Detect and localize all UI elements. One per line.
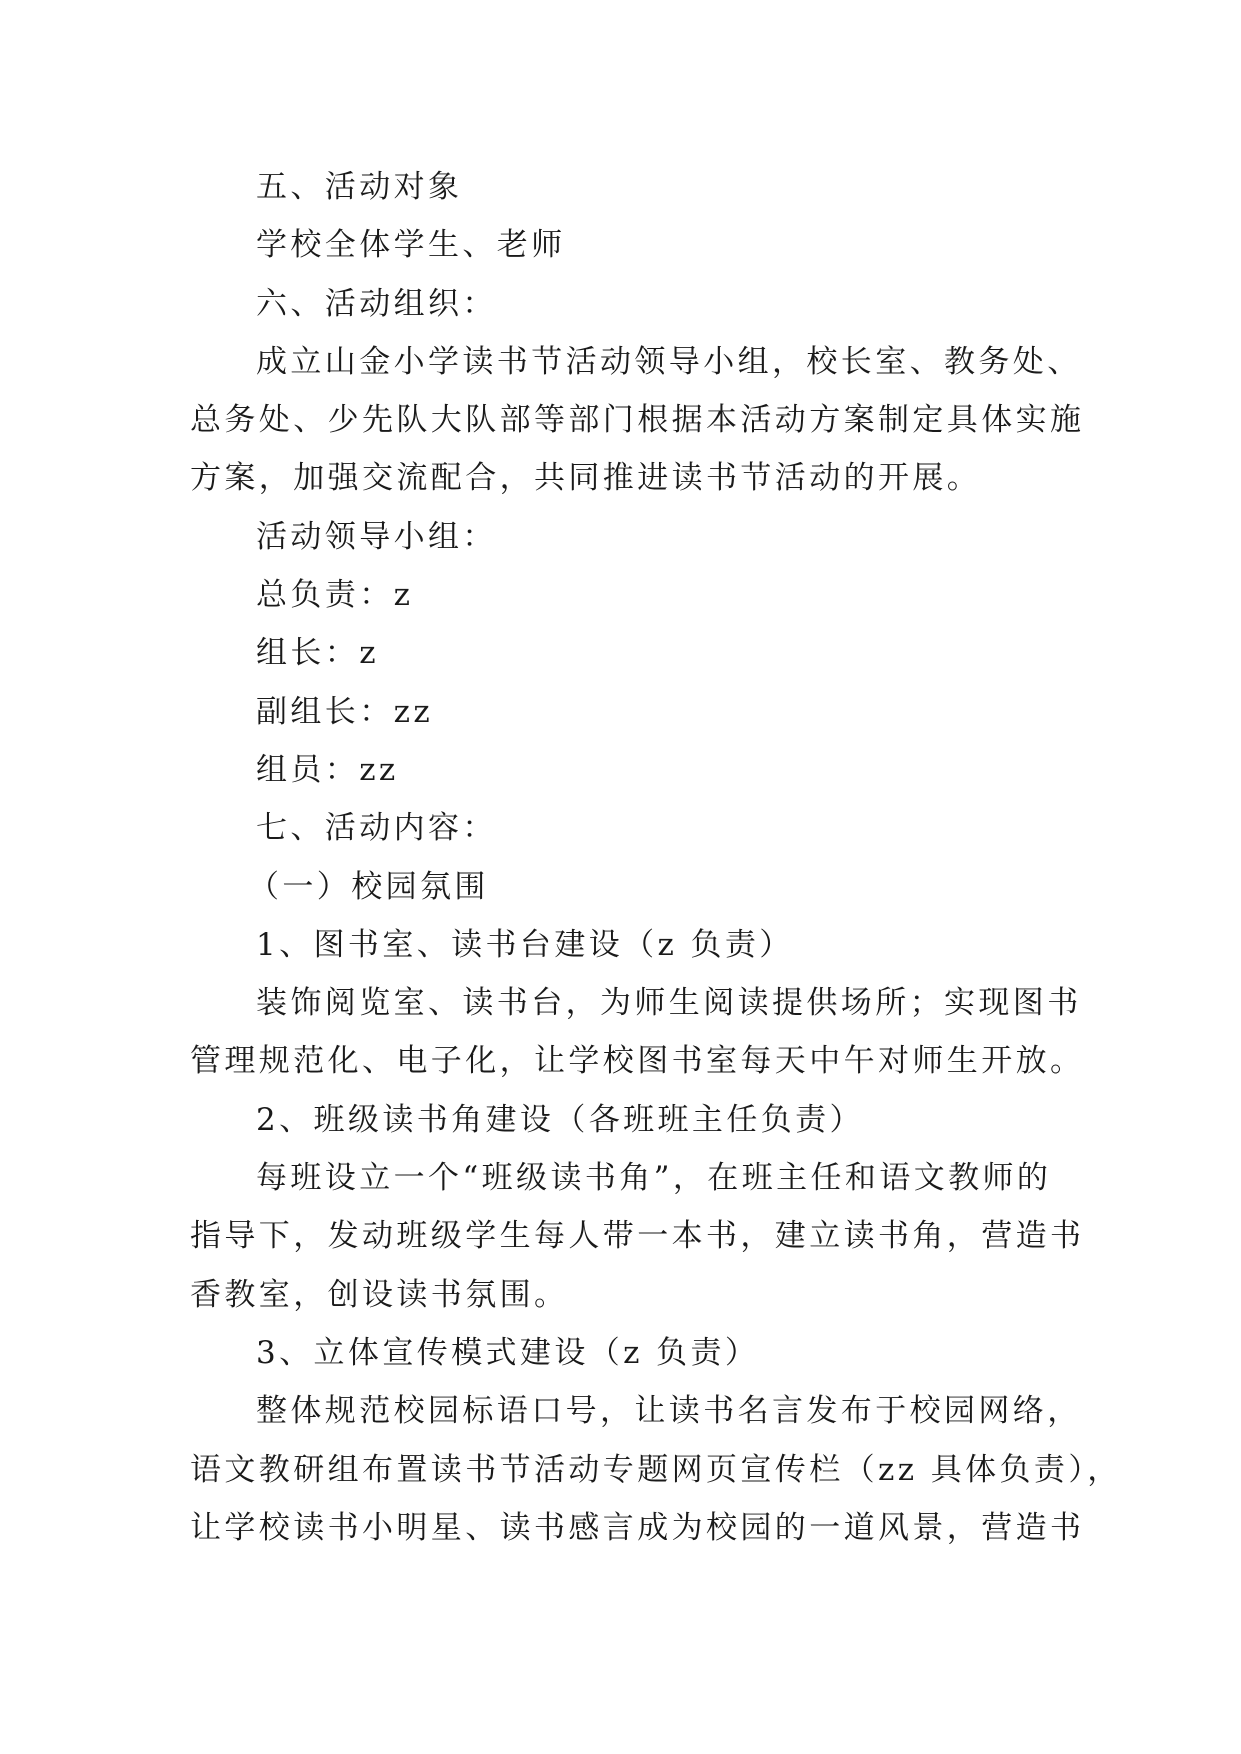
section-heading-activity-organization: 六、活动组织： xyxy=(256,285,497,322)
activity-targets-text: 学校全体学生、老师 xyxy=(256,227,566,264)
vice-group-leader: 副组长：zz xyxy=(256,693,434,730)
leader-group-label: 活动领导小组： xyxy=(256,518,497,555)
item-2-heading: 2、班级读书角建设（各班班主任负责） xyxy=(256,1101,864,1138)
organization-paragraph-line-2: 总务处、少先队大队部等部门根据本活动方案制定具体实施 xyxy=(190,402,1085,439)
item-2-paragraph-line-1: 每班设立一个“班级读书角”，在班主任和语文教师的 xyxy=(256,1160,1052,1197)
group-leader: 组长：z xyxy=(256,635,379,672)
item-2-paragraph-line-3: 香教室，创设读书氛围。 xyxy=(190,1276,569,1313)
document-body xyxy=(190,158,1122,1557)
sub-heading-campus-atmosphere: （一）校园氛围 xyxy=(248,868,489,905)
item-2-paragraph-line-2: 指导下，发动班级学生每人带一本书，建立读书角，营造书 xyxy=(190,1218,1085,1255)
item-3-paragraph-line-3: 让学校读书小明星、读书感言成为校园的一道风景，营造书 xyxy=(190,1509,1085,1546)
item-3-paragraph-line-2: 语文教研组布置读书节活动专题网页宣传栏（zz 具体负责）， xyxy=(190,1451,1122,1488)
group-members: 组员：zz xyxy=(256,751,399,788)
organization-paragraph-line-3: 方案，加强交流配合，共同推进读书节活动的开展。 xyxy=(190,460,982,497)
item-1-paragraph-line-2: 管理规范化、电子化，让学校图书室每天中午对师生开放。 xyxy=(190,1043,1085,1080)
item-1-paragraph-line-1: 装饰阅览室、读书台，为师生阅读提供场所；实现图书 xyxy=(256,985,1082,1022)
item-3-paragraph-line-1: 整体规范校园标语口号，让读书名言发布于校园网络， xyxy=(256,1393,1082,1430)
item-3-heading: 3、立体宣传模式建设（z 负责） xyxy=(256,1334,760,1371)
organization-paragraph-line-1: 成立山金小学读书节活动领导小组，校长室、教务处、 xyxy=(256,343,1082,380)
section-heading-activity-targets: 五、活动对象 xyxy=(256,169,463,205)
chief-in-charge: 总负责：z xyxy=(256,577,414,614)
item-1-heading: 1、图书室、读书台建设（z 负责） xyxy=(256,926,794,963)
section-heading-activity-content: 七、活动内容： xyxy=(256,810,497,847)
